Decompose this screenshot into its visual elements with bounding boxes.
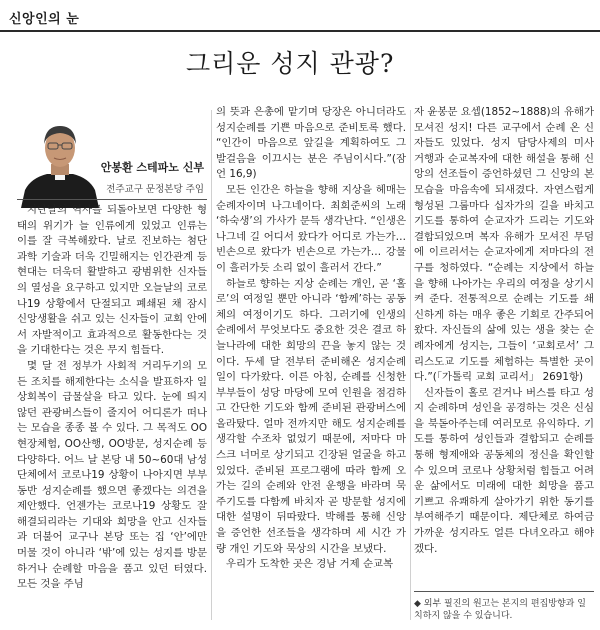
- paragraph: 모든 인간은 하늘을 향해 지상을 헤매는 순례자이며 나그네이다. 최희준씨의 노래 ‘하숙생’의 가사가 문득 생각난다. “인생은 나그네 길 어디서 왔다가 어디로 가는가… 빈손으로 왔다가 빈손으로 가는가… 강물이 흘러가듯 소리 없이 흘러서 간다.”: [216, 183, 406, 274]
- top-divider: [0, 30, 600, 32]
- author-byline: [80, 159, 204, 195]
- paragraph: 자 윤봉문 요셉(1852~1888)의 유해가 모셔진 성지! 다른 교구에서 순례 온 신자들도 있었다. 성지 담당사제의 미사 거행과 순교복자에 대한 해설을 통해 신앙의 선조들이 증언하셨던 그 신앙의 본모습을 마음속에 되새겼다. 자연스럽게 형성된 그룹마다 십자가의 길을 바치고 기도를 통하여 순교자가 드리는 기도와 결합되었으며 복자 유해가 모셔진 무덤에 이르러서는 순교자에게 저마다의 전구를 청하였다. “순례는 지상에서 하늘을 향해 나아가는 우리의 여정을 상기시켜 준다. 전통적으로 순례는 기도를 쇄신하게 하는 매우 좋은 기회로 간주되어 왔다. 자신들의 삶에 있는 생을 찾는 순례자에게 성지는, 그들이 ‘교회로서’ 그리스도교 기도를 체험하는 특별한 곳이다.”(「가톨릭 교회 교리서」 2691항): [414, 106, 594, 384]
- paragraph: 몇 달 전 정부가 사회적 거리두기의 모든 조치를 해제한다는 소식을 발표하자 일상회복이 급물살을 타고 있다. 눈에 띄지 않던 관광버스들이 줄지어 어디론가 떠나는 모습을 종종 볼 수 있다. 그 목적도 OO현장체험, OO산행, OO방문, 성지순례 등 다양하다. 어느 날 본당 내 50~60대 남성 단체에서 코로나19 상황이 나아지면 부부동반 성지순례를 했으면 좋겠다는 의견을 제안했다. 언젠가는 코로나19 상황도 잘 해결되리라는 기대와 희망을 안고 신자들과 더불어 교구나 본당 또는 집 ‘안’에만 머물 것이 아니라 ‘밖’에 있는 성지를 방문하거나 순례할 마음을 품고 있던 터였다. 모든 것을 주님: [17, 359, 207, 591]
- headline: 그리운 성지 관광?: [186, 49, 395, 78]
- article-column-3: [414, 105, 594, 593]
- column-divider: [211, 110, 212, 620]
- paragraph: 의 뜻과 은총에 맡기며 당장은 아니더라도 성지순례를 기쁜 마음으로 준비토록 했다. “인간이 마음으로 앞길을 계획하여도 그 발걸음을 이끄시는 분은 주님이시다.”(잠언 16,9): [216, 106, 406, 181]
- author-name: 안봉환 스테파노 신부: [100, 161, 204, 174]
- section-label: 신앙인의 눈: [9, 12, 80, 27]
- article-column-2: [216, 105, 406, 623]
- paragraph: 신자들이 홀로 걷거나 버스를 타고 성지 순례하며 성인을 공경하는 것은 신심을 북돋아주는데 여러모로 유익하다. 기도를 통하여 성인들과 결합되고 순례를 통해 형제애와 공동체의 정신을 확인할 수 있으며 코로나 상황처럼 힘들고 어려운 삶에서도 미래에 대한 희망을 품고 기쁘고 유쾌하게 살아가기 위한 동기를 부여해주기 때문이다. 제단체로 하여금 가까운 성지라도 얼른 다녀오라고 해야겠다.: [414, 386, 594, 555]
- editorial-footnote: ◆ 외부 필진의 원고는 본지의 편집방향과 일치하지 않을 수 있습니다.: [414, 599, 586, 621]
- column-divider: [410, 110, 411, 620]
- paragraph: 우리가 도착한 곳은 경남 거제 순교복: [226, 558, 394, 571]
- footnote-divider: [414, 591, 594, 592]
- article-column-1: [17, 203, 207, 623]
- byline-divider: [17, 199, 207, 200]
- author-role: 전주교구 문정본당 주임: [106, 184, 204, 195]
- paragraph: 지난날의 역사를 되돌아보면 다양한 형태의 위기가 늘 인류에게 있었고 인류는 이를 잘 극복해왔다. 날로 진보하는 첨단 과학 기술과 더욱 긴밀해지는 인간관계 등 현대는 더욱더 활발하고 광범위한 신자들의 열성을 요구하고 있지만 오늘날의 코로나19 상황에서 단절되고 폐쇄된 채 잠시 신앙생활을 쉬고 있는 신자들이 교회 안에서 자발적이고 효과적으로 활동한다는 것을 기대한다는 것은 무지 힘들다.: [17, 204, 207, 357]
- paragraph: 하늘로 향하는 지상 순례는 개인, 곧 ‘홀로’의 여정일 뿐만 아니라 ‘함께’하는 공동체의 여정이기도 하다. 그러기에 인생의 순례에서 무엇보다도 중요한 것은 결코 하늘나라에 대한 희망의 끈을 놓지 않는 것이다. 두세 달 전부터 준비해온 성지순례일이 다가왔다. 이른 아침, 순례를 신청한 부부들이 성당 마당에 모여 인원을 점검하고 간단한 기도와 함께 준비된 관광버스에 올라탔다. 얼마 전까지만 해도 성지순례를 생각할 수조차 없었기 때문에, 저마다 마스크 너머로 상기되고 긴장된 얼굴을 하고 있었다. 준비된 프로그램에 따라 함께 오가는 길의 순례와 안전 운행을 바라며 묵주기도를 다함께 바치자 곧 방문할 성지에 대한 설명이 뒤따랐다. 박해를 통해 신앙을 증언한 선조들을 생각하며 세 시간 가량 개인 기도와 묵상의 시간을 보냈다.: [216, 277, 406, 555]
